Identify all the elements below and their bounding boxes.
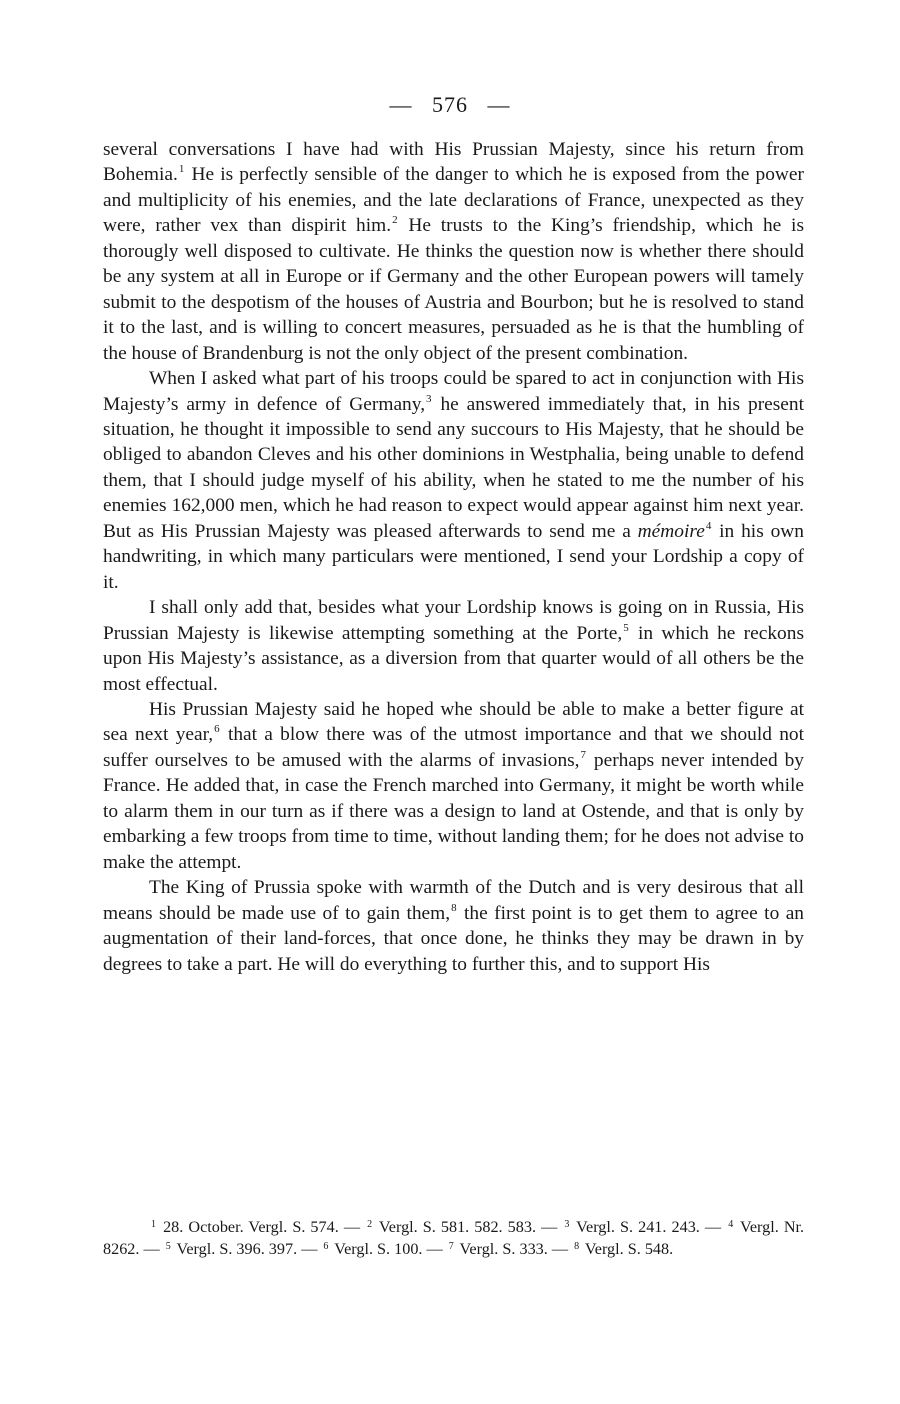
header-dash-right: — bbox=[487, 92, 511, 117]
footnote-text: 28. October. Vergl. S. 574. bbox=[163, 1218, 339, 1236]
footnote-text: Vergl. S. 333. bbox=[459, 1239, 548, 1258]
footnote-number: 3 bbox=[564, 1219, 570, 1230]
footnote-ref: 1 bbox=[178, 163, 185, 176]
footnote-number: 4 bbox=[728, 1219, 734, 1230]
footnote-text: Vergl. S. 548. bbox=[584, 1239, 674, 1258]
footnote-separator: — bbox=[541, 1218, 558, 1236]
footnote-ref: 2 bbox=[392, 214, 398, 227]
footnote-number: 5 bbox=[165, 1240, 171, 1252]
header-dash-left: — bbox=[389, 92, 413, 117]
footnote-ref: 7 bbox=[580, 748, 587, 761]
body-text bbox=[103, 137, 804, 977]
footnote-ref: 4 bbox=[705, 519, 712, 532]
footnote-text: Vergl. S. 396. 397. bbox=[176, 1239, 298, 1258]
paragraph-3: I shall only add that, besides what your Lordship knows is going on in Russia, His Prussian Majesty is likewise attempting something at the Porte,$^5$ in which he reckons upon His Majesty’s assistance, as a diversion from that quarter would of all others be the most effectual. bbox=[103, 597, 804, 695]
footnote-ref: 3 bbox=[426, 392, 432, 405]
footnote-separator: — bbox=[143, 1239, 160, 1258]
footnote-text: Vergl. S. 100. bbox=[334, 1239, 423, 1258]
footnote-ref: 5 bbox=[623, 621, 629, 634]
paragraph-5: The King of Prussia spoke with warmth of the Dutch and is very desirous that all means should be made use of to gain them,$^8$ the first point is to get them to agree to an augmentation of their land-forces, that once done, he thinks they may be drawn in by degrees to take a part. He will do everything to further this, and to support His bbox=[103, 877, 804, 975]
footnote-number: 2 bbox=[367, 1219, 373, 1230]
footnote-block bbox=[103, 1217, 804, 1260]
footnote-separator: — bbox=[301, 1239, 318, 1258]
footnote-separator: — bbox=[551, 1239, 569, 1258]
paragraph-1: several conversations I have had with His Prussian Majesty, since his return from Bohemia.$^1$ He is perfectly sensible of the danger to which he is exposed from the power and multiplicity of his enemies, and the late declarations of France, unexpected as they were, rather vex than dispirit him.$^2$ He trusts to the King’s friendship, which he is thorougly well disposed to cultivate. He thinks the question now is whether there should be any system at all in Europe or if Germany and the other European powers will tamely submit to the despotism of the houses of Austria and Bourbon; but he is resolved to stand it to the last, and is willing to concert measures, persuaded as he is that the humbling of the house of Brandenburg is not the only object of the present combination. bbox=[103, 139, 804, 364]
memoire-italic: mémoire bbox=[637, 520, 705, 542]
footnote-separator: — bbox=[426, 1239, 443, 1258]
footnote-number: 7 bbox=[448, 1240, 454, 1252]
footnotes bbox=[103, 1217, 804, 1260]
footnote-text: Vergl. S. 241. 243. bbox=[576, 1218, 700, 1236]
footnote-number: 1 bbox=[151, 1219, 156, 1230]
paragraph-2: When I asked what part of his troops could be spared to act in conjunction with His Majesty’s army in defence of Germany,$^3$ he answered immediately that, in his present situation, he thought it impossible to send any succours to His Majesty, that he should be obliged to abandon Cleves and his other dominions in Westphalia, being unable to defend them, that I should judge myself of his ability, when he stated to me the number of his enemies 162,000 men, which he had reason to expect would appear against him next year. But as His Prussian Majesty was pleased afterwards to send me a mémoire$^4$ in his own handwriting, in which many particulars were mentioned, I send your Lordship a copy of it. bbox=[103, 368, 804, 593]
footnote-ref: 6 bbox=[214, 723, 220, 736]
footnote-separator: — bbox=[704, 1218, 722, 1236]
footnote-text: Vergl. S. 581. 582. 583. bbox=[378, 1218, 536, 1236]
paragraph-4: His Prussian Majesty said he hoped whe should be able to make a better figure at sea next year,$^6$ that a blow there was of the utmost importance and that we should not suffer ourselves to be amused with the alarms of invasions,$^7$ perhaps never intended by France. He added that, in case the French marched into Germany, it might be worth while to alarm them in our turn as if there was a design to land at Ostende, and that is only by embarking a few troops from time to time, without landing them; for he does not advise to make the attempt. bbox=[103, 698, 804, 873]
footnote-number: 8 bbox=[574, 1240, 580, 1252]
footnote-number: 6 bbox=[323, 1240, 329, 1252]
page-header bbox=[0, 90, 900, 120]
footnote-separator: — bbox=[343, 1218, 361, 1236]
footnote-text: Vergl. Nr. 8262. bbox=[103, 1218, 805, 1258]
footnote-ref: 8 bbox=[451, 901, 457, 914]
page-number: 576 bbox=[432, 92, 468, 117]
